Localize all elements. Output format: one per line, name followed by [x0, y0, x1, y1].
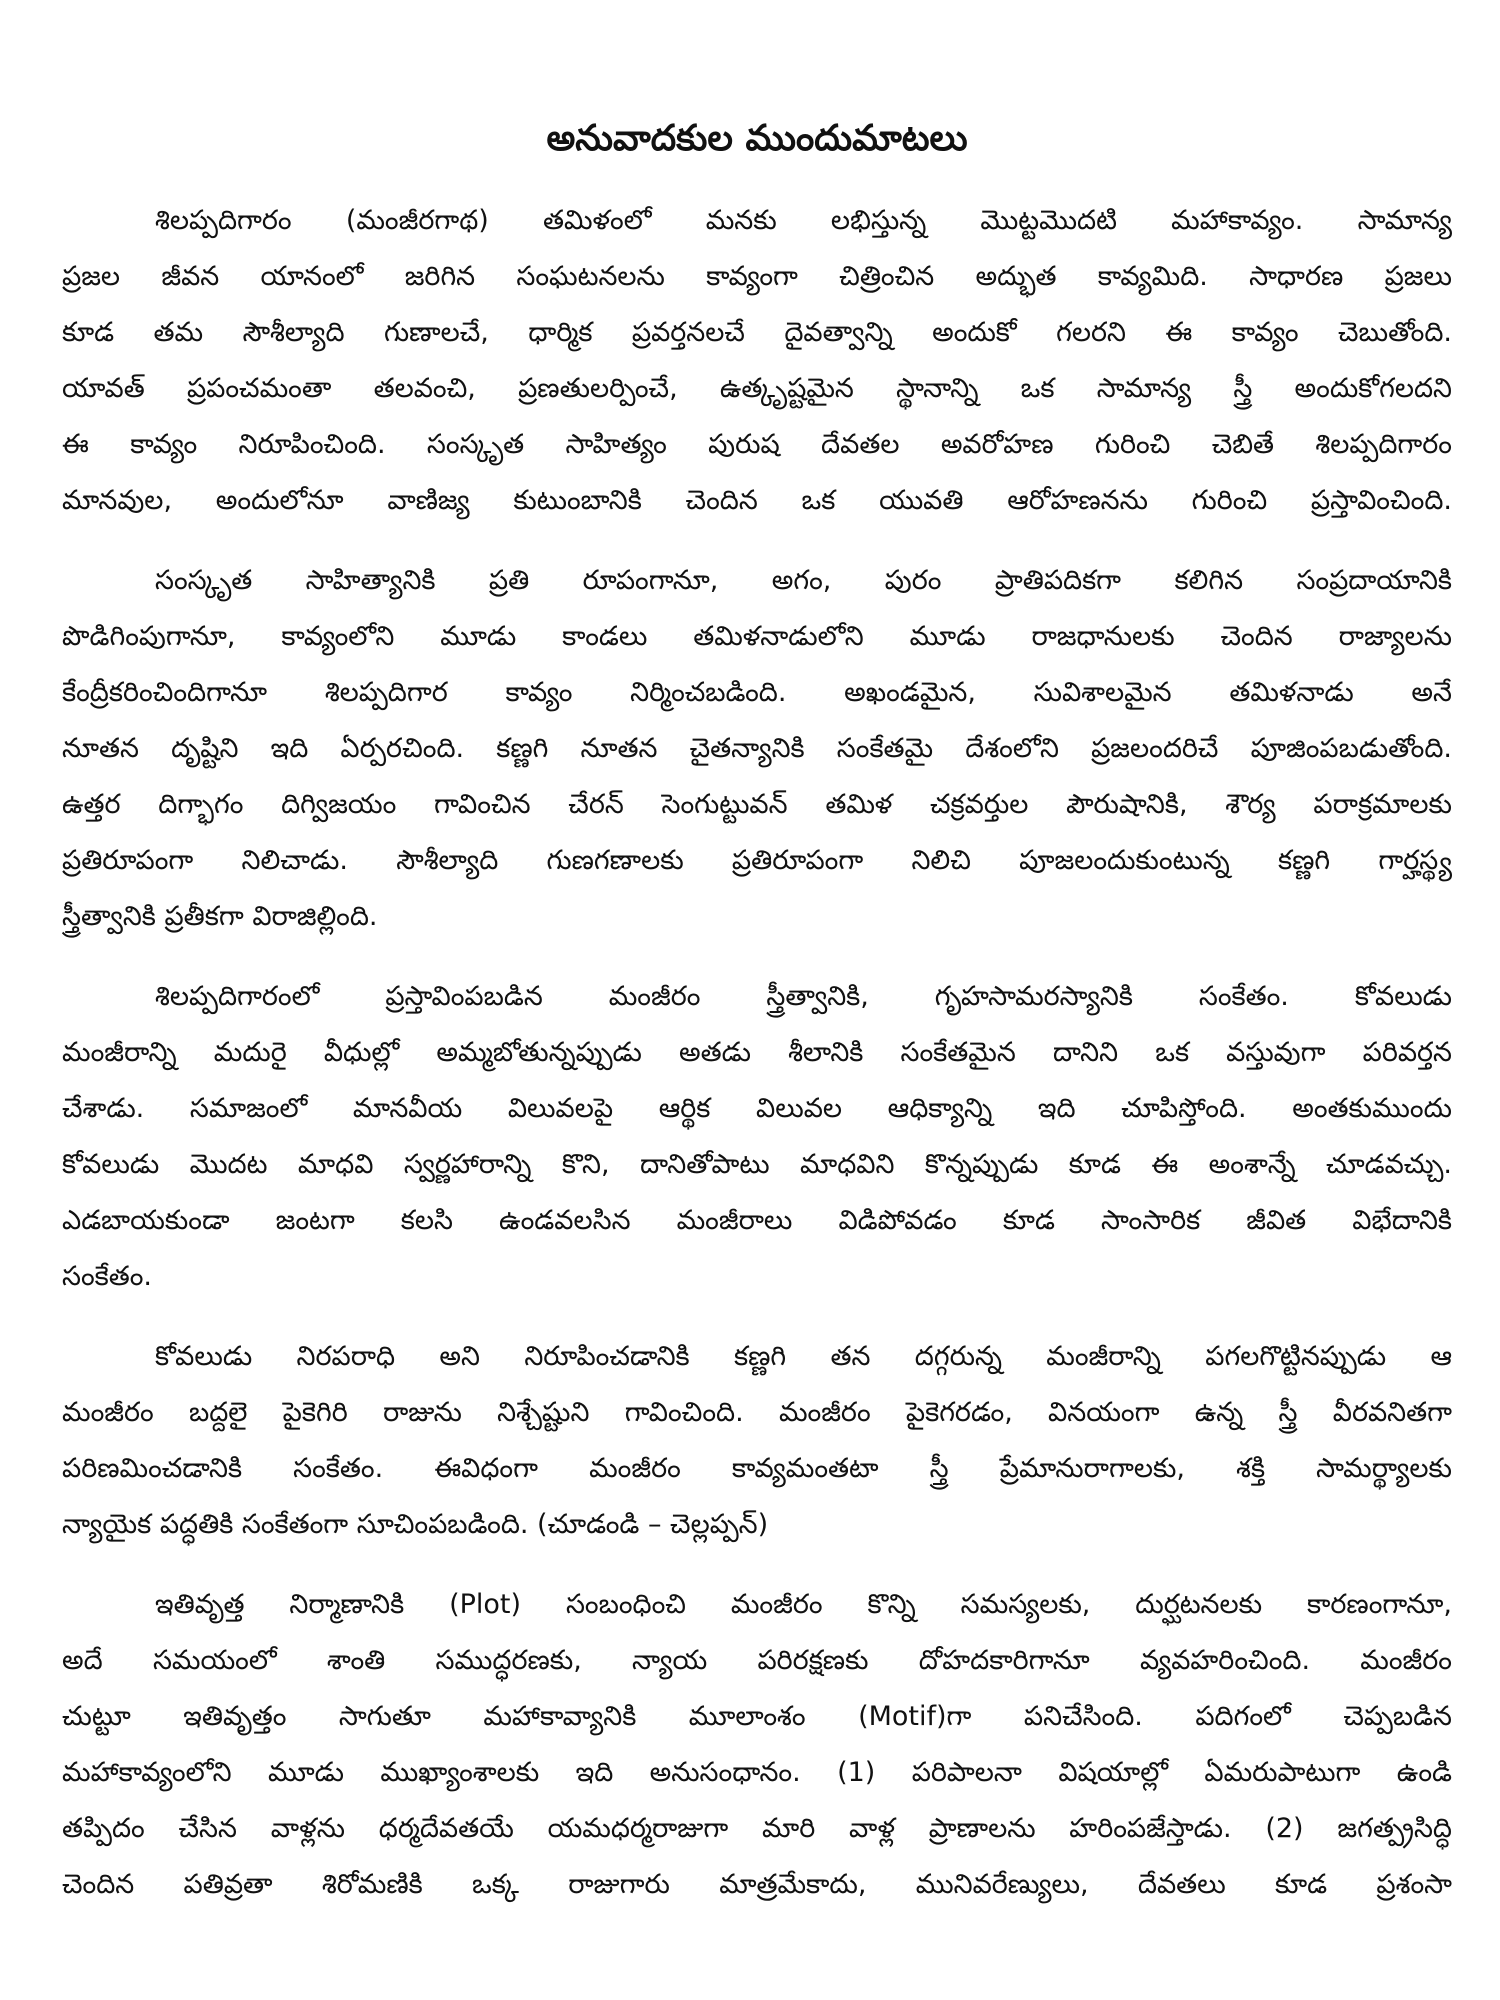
text-line: అదే సమయంలో శాంతి సముద్ధరణకు, న్యాయ పరిరక్షణకు దోహదకారిగానూ వ్యవహరించింది. మంజీరం: [62, 1645, 1452, 1676]
text-line: ఉత్తర దిగ్భాగం దిగ్విజయం గావించిన చేరన్ సెంగుట్టువన్ తమిళ చక్రవర్తుల పౌరుషానికి, శౌర్య పరాక్రమాలకు: [62, 789, 1452, 820]
paragraph: [62, 553, 1452, 945]
text-line: కూడ తమ సౌశీల్యాది గుణాలచే, ధార్మిక ప్రవర్తనలచే దైవత్వాన్ని అందుకో గలరని ఈ కావ్యం చెబుతోంది.: [62, 317, 1452, 348]
text-line: మంజీరం బద్దలై పైకెగిరి రాజును నిశ్చేష్టుని గావించింది. మంజీరం పైకెగరడం, వినయంగా ఉన్న స్త్రీ వీరవనితగా: [62, 1397, 1452, 1428]
text-line: కేంద్రీకరించిందిగానూ శిలప్పదిగార కావ్యం నిర్మించబడింది. అఖండమైన, సువిశాలమైన తమిళనాడు అనే: [62, 677, 1452, 708]
text-line: స్త్రీత్వానికి ప్రతీకగా విరాజిల్లింది.: [62, 901, 378, 932]
text-line: నూతన దృష్టిని ఇది ఏర్పరచింది. కణ్ణగి నూతన చైతన్యానికి సంకేతమై దేశంలోని ప్రజలందరిచే పూజింపబడుతోంది.: [62, 733, 1452, 764]
text-line: యావత్ ప్రపంచమంతా తలవంచి, ప్రణతులర్పించే, ఉత్కృష్టమైన స్థానాన్ని ఒక సామాన్య స్త్రీ అందుకోగలదని: [62, 373, 1452, 404]
text-line: శిలప్పదిగారం (మంజీరగాథ) తమిళంలో మనకు లభిస్తున్న మొట్టమొదటి మహాకావ్యం. సామాన్య: [155, 205, 1452, 236]
text-line: కోవలుడు మొదట మాధవి స్వర్ణహారాన్ని కొని, దానితోపాటు మాధవిని కొన్నప్పుడు కూడ ఈ అంశాన్నే చూడవచ్చు.: [62, 1149, 1452, 1180]
paragraph: [62, 193, 1452, 529]
text-line: చేశాడు. సమాజంలో మానవీయ విలువలపై ఆర్థిక విలువల ఆధిక్యాన్ని ఇది చూపిస్తోంది. అంతకుముందు: [62, 1093, 1452, 1124]
text-line: చుట్టూ ఇతివృత్తం సాగుతూ మహాకావ్యానికి మూలాంశం (Motif)గా పనిచేసింది. పదిగంలో చెప్పబడిన: [62, 1701, 1452, 1732]
text-line: పొడిగింపుగానూ, కావ్యంలోని మూడు కాండలు తమిళనాడులోని మూడు రాజధానులకు చెందిన రాజ్యాలను: [62, 621, 1452, 652]
text-line: ప్రతిరూపంగా నిలిచాడు. సౌశీల్యాది గుణగణాలకు ప్రతిరూపంగా నిలిచి పూజలందుకుంటున్న కణ్ణగి గార్హస్థ్య: [62, 845, 1452, 876]
paragraph: [62, 1577, 1452, 1913]
text-line: మానవుల, అందులోనూ వాణిజ్య కుటుంబానికి చెందిన ఒక యువతి ఆరోహణనను గురించి ప్రస్తావించింది.: [62, 485, 1452, 516]
text-line: చెందిన పతివ్రతా శిరోమణికి ఒక్క రాజుగారు మాత్రమేకాదు, మునివరేణ్యులు, దేవతలు కూడ ప్రశంసా: [62, 1869, 1452, 1900]
text-line: న్యాయైక పద్ధతికి సంకేతంగా సూచింపబడింది. (చూడండి – చెల్లప్పన్): [62, 1509, 769, 1540]
paragraph: [62, 969, 1452, 1305]
text-line: సంకేతం.: [62, 1261, 153, 1292]
text-line: పరిణమించడానికి సంకేతం. ఈవిధంగా మంజీరం కావ్యమంతటా స్త్రీ ప్రేమానురాగాలకు, శక్తి సామర్థ్యాలకు: [62, 1453, 1452, 1484]
text-line: మంజీరాన్ని మదురై వీధుల్లో అమ్మబోతున్నప్పుడు అతడు శీలానికి సంకేతమైన దానిని ఒక వస్తువుగా పరివర్తన: [62, 1037, 1452, 1068]
text-line: ఈ కావ్యం నిరూపించింది. సంస్కృత సాహిత్యం పురుష దేవతల అవరోహణ గురించి చెబితే శిలప్పదిగారం: [62, 429, 1452, 460]
text-line: శిలప్పదిగారంలో ప్రస్తావింపబడిన మంజీరం స్త్రీత్వానికి, గృహసామరస్యానికి సంకేతం. కోవలుడు: [155, 981, 1452, 1012]
document-page: [62, 111, 1452, 1913]
text-line: ప్రజల జీవన యానంలో జరిగిన సంఘటనలను కావ్యంగా చిత్రించిన అద్భుత కావ్యమిది. సాధారణ ప్రజలు: [62, 261, 1452, 292]
text-line: సంస్కృత సాహిత్యానికి ప్రతి రూపంగానూ, అగం, పురం ప్రాతిపదికగా కలిగిన సంప్రదాయానికి: [155, 565, 1452, 596]
text-line: మహాకావ్యంలోని మూడు ముఖ్యాంశాలకు ఇది అనుసంధానం. (1) పరిపాలనా విషయాల్లో ఏమరుపాటుగా ఉండి: [62, 1757, 1452, 1788]
paragraph: [62, 1329, 1452, 1553]
text-line: కోవలుడు నిరపరాధి అని నిరూపించడానికి కణ్ణగి తన దగ్గరున్న మంజీరాన్ని పగలగొట్టినప్పుడు ఆ: [155, 1341, 1452, 1372]
page-title: అనువాదకుల ముందుమాటలు: [546, 118, 968, 159]
text-line: ఎడబాయకుండా జంటగా కలసి ఉండవలసిన మంజీరాలు విడిపోవడం కూడ సాంసారిక జీవిత విభేదానికి: [62, 1205, 1452, 1236]
text-line: ఇతివృత్త నిర్మాణానికి (Plot) సంబంధించి మంజీరం కొన్ని సమస్యలకు, దుర్ఘటనలకు కారణంగానూ,: [155, 1589, 1452, 1620]
text-line: తప్పిదం చేసిన వాళ్లను ధర్మదేవతయే యమధర్మరాజుగా మారి వాళ్ల ప్రాణాలను హరింపజేస్తాడు. (2) జగత్ప్రసిద్ధి: [62, 1813, 1452, 1844]
